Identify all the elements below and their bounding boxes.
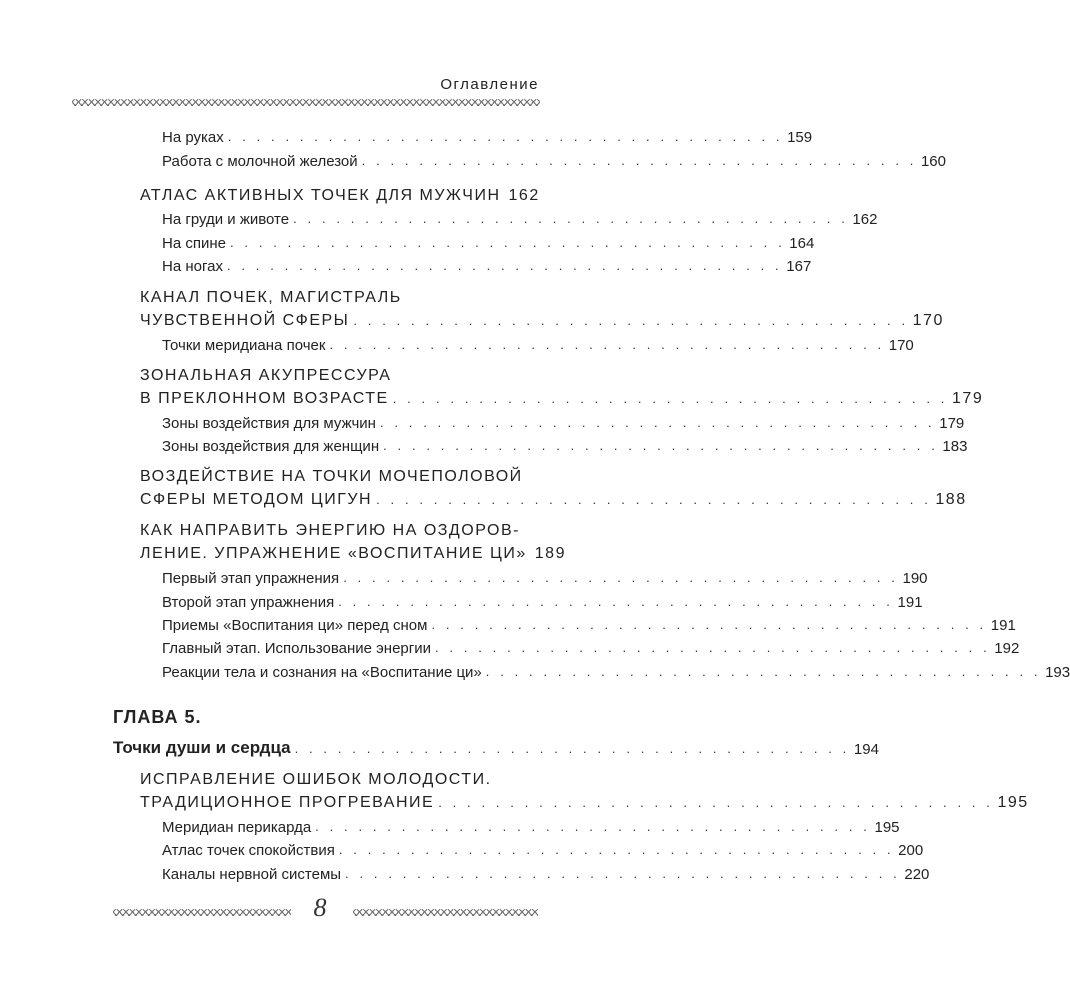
toc-entry-label: Главный этап. Использование энергии [162,640,431,657]
dot-leader: . . . . . . . . . . . . . . . . . . . . . . . . . . . . . . . . . . . . . . . [376,492,932,507]
toc-entry-page: 162 [852,211,878,228]
dot-leader: . . . . . . . . . . . . . . . . . . . . . . . . . . . . . . . . . . . . . . . [485,664,1042,679]
toc-entry-page: 183 [942,438,968,455]
dot-leader: . . . . . . . . . . . . . . . . . . . . . . . . . . . . . . . . . . . . . . . [315,819,871,834]
toc-section[interactable] [140,386,984,408]
toc-entry-page: 220 [904,866,930,883]
toc-entry[interactable] [162,410,965,432]
toc-section[interactable] [140,790,1029,812]
toc-section-label: ЛЕНИЕ. УПРАЖНЕНИЕ «ВОСПИТАНИЕ ЦИ» [140,545,527,562]
chapter-title: Точки души и сердца [113,738,291,757]
toc-entry[interactable] [162,565,928,587]
dot-leader: . . . . . . . . . . . . . . . . . . . . . . . . . . . . . . . . . . . . . . . [383,438,939,453]
toc-entry[interactable] [162,253,812,275]
toc-section-label: АТЛАС АКТИВНЫХ ТОЧЕК ДЛЯ МУЖЧИН [140,187,501,204]
toc-entry-page: 164 [789,235,815,252]
toc-entry-page: 193 [1045,664,1070,681]
toc-entry[interactable] [162,837,924,859]
toc-section-line1: ЗОНАЛЬНАЯ АКУПРЕССУРА [140,367,392,384]
toc-entry-page: 159 [787,129,813,146]
toc-section-line1: ВОЗДЕЙСТВИЕ НА ТОЧКИ МОЧЕПОЛОВОЙ [140,468,523,485]
toc-entry-label: Работа с молочной железой [162,153,358,170]
toc-section-label: ТРАДИЦИОННОЕ ПРОГРЕВАНИЕ [140,794,435,811]
toc-entry-label: Зоны воздействия для мужчин [162,415,376,432]
dot-leader: . . . . . . . . . . . . . . . . . . . . . . . . . . . . . . . . . . . . . . . [338,594,894,609]
toc-entry-label: На ногах [162,258,223,275]
toc-section-line1: ИСПРАВЛЕНИЕ ОШИБОК МОЛОДОСТИ. [140,771,492,788]
toc-section[interactable] [140,308,944,330]
ornament-bottom-right [353,906,538,918]
page-number: 8 [313,893,327,922]
dot-leader: . . . . . . . . . . . . . . . . . . . . . . . . . . . . . . . . . . . . . . . [379,415,936,430]
toc-entry[interactable] [162,230,815,252]
toc-entry-label: На спине [162,235,226,252]
toc-section-page: 162 [508,187,540,204]
dot-leader: . . . . . . . . . . . . . . . . . . . . . . . . . . . . . . . . . . . . . . . [353,313,909,328]
dot-leader: . . . . . . . . . . . . . . . . . . . . . . . . . . . . . . . . . . . . . . . [434,640,991,655]
toc-entry[interactable] [162,814,900,836]
toc-entry[interactable] [162,612,1016,634]
toc-entry-label: Реакции тела и сознания на «Воспитание ци» [162,664,482,681]
toc-entry-label: Каналы нервной системы [162,866,342,883]
toc-entry-label: Первый этап упражнения [162,570,340,587]
toc-entry-label: Точки меридиана почек [162,337,326,354]
toc-entry-page: 179 [939,415,965,432]
toc-entry[interactable] [162,589,923,611]
toc-entry-page: 160 [920,153,946,170]
toc-entry[interactable] [162,659,1070,681]
toc-entry-page: 192 [994,640,1020,657]
toc-section-label: ЧУВСТВЕННОЙ СФЕРЫ [140,312,350,329]
toc-entry-label: На груди и животе [162,211,290,228]
toc-entry-label: Меридиан перикарда [162,819,312,836]
toc-entry[interactable] [162,148,946,170]
dot-leader: . . . . . . . . . . . . . . . . . . . . . . . . . . . . . . . . . . . . . . . [438,795,994,810]
dot-leader: . . . . . . . . . . . . . . . . . . . . . . . . . . . . . . . . . . . . . . . [338,842,895,857]
toc-section-page: 170 [912,312,944,329]
dot-leader: . . . . . . . . . . . . . . . . . . . . . . . . . . . . . . . . . . . . . . . [392,391,949,406]
toc-entry[interactable] [162,433,968,455]
dot-leader: . . . . . . . . . . . . . . . . . . . . . . . . . . . . . . . . . . . . . . . [345,866,901,881]
toc-section-line1: КАНАЛ ПОЧЕК, МАГИСТРАЛЬ [140,289,402,306]
dot-leader: . . . . . . . . . . . . . . . . . . . . . . . . . . . . . . . . . . . . . . . [229,235,786,250]
toc-section-page: 195 [997,794,1029,811]
toc-entry-page: 195 [874,819,900,836]
dot-leader: . . . . . . . . . . . . . . . . . . . . . . . . . . . . . . . . . . . . . . . [293,211,849,226]
toc-entry-page: 170 [888,337,914,354]
toc-entry-page: 191 [897,594,923,611]
toc-entry-page: 167 [786,258,812,275]
toc-entry-label: На руках [162,129,224,146]
chapter-page: 194 [853,741,879,758]
toc-chapter[interactable] [113,736,879,758]
toc-entry-label: Зоны воздействия для женщин [162,438,380,455]
toc-section-page: 179 [952,390,984,407]
toc-entry[interactable] [162,332,914,354]
toc-section[interactable] [140,541,566,563]
dot-leader: . . . . . . . . . . . . . . . . . . . . . . . . . . . . . . . . . . . . . . . [294,741,850,756]
toc-section-page: 189 [534,545,566,562]
toc-section-page: 188 [935,491,967,508]
toc-section[interactable] [140,183,539,205]
toc-section-label: В ПРЕКЛОННОМ ВОЗРАСТЕ [140,390,389,407]
dot-leader: . . . . . . . . . . . . . . . . . . . . . . . . . . . . . . . . . . . . . . . [227,129,784,144]
toc-entry-label: Второй этап упражнения [162,594,335,611]
dot-leader: . . . . . . . . . . . . . . . . . . . . . . . . . . . . . . . . . . . . . . . [431,617,987,632]
running-header: Оглавление [440,76,539,93]
dot-leader: . . . . . . . . . . . . . . . . . . . . . . . . . . . . . . . . . . . . . . . [361,153,917,168]
toc-entry-label: Приемы «Воспитания ци» перед сном [162,617,428,634]
toc-section[interactable] [140,487,967,509]
toc-entry-page: 191 [990,617,1016,634]
dot-leader: . . . . . . . . . . . . . . . . . . . . . . . . . . . . . . . . . . . . . . . [329,337,885,352]
ornament-bottom-left [113,906,291,918]
toc-section-line1: КАК НАПРАВИТЬ ЭНЕРГИЮ НА ОЗДОРОВ- [140,522,520,539]
toc-entry-page: 200 [898,842,924,859]
toc-entry[interactable] [162,124,813,146]
toc-entry-label: Атлас точек спокойствия [162,842,335,859]
toc-entry[interactable] [162,206,878,228]
dot-leader: . . . . . . . . . . . . . . . . . . . . . . . . . . . . . . . . . . . . . . . [226,258,783,273]
dot-leader: . . . . . . . . . . . . . . . . . . . . . . . . . . . . . . . . . . . . . . . [343,570,899,585]
toc-entry[interactable] [162,635,1020,657]
toc-entry[interactable] [162,861,930,883]
toc-section-label: СФЕРЫ МЕТОДОМ ЦИГУН [140,491,373,508]
toc-entry-page: 190 [902,570,928,587]
chapter-number: ГЛАВА 5. [113,707,202,727]
